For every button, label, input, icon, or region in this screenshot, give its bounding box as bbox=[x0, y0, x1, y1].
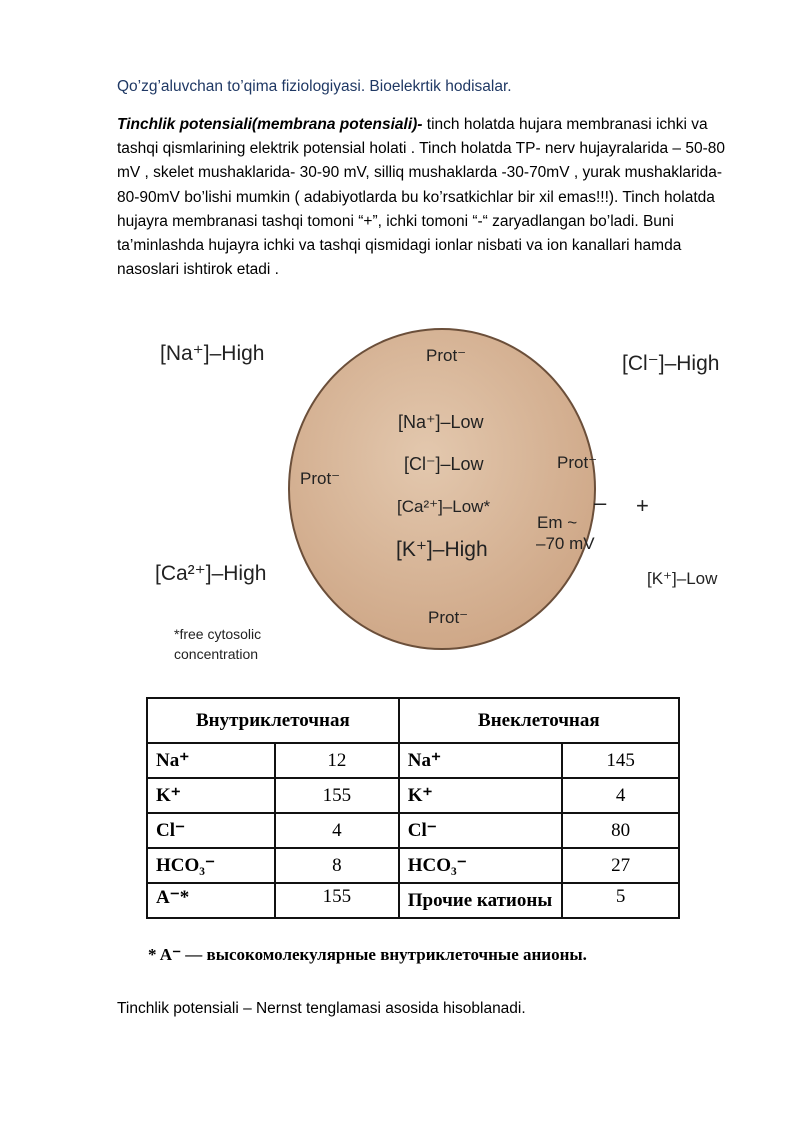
paragraph-lead: Tinchlik potensiali(membrana potensiali)- bbox=[117, 116, 423, 133]
footnote-concentration: concentration bbox=[174, 646, 259, 662]
ion-in-cell: HCO₃⁻ bbox=[147, 848, 275, 883]
value-out-cell: 27 bbox=[562, 848, 679, 883]
ion-out-cell: K⁺ bbox=[399, 778, 563, 813]
extracellular-ca-label: [Ca²⁺]–High bbox=[155, 562, 267, 585]
prot-label-bottom: Prot⁻ bbox=[428, 608, 469, 627]
table-row bbox=[147, 883, 679, 918]
prot-label-top: Prot⁻ bbox=[426, 346, 467, 365]
ion-in-cell: Cl⁻ bbox=[147, 813, 275, 848]
ion-out-cell: HCO₃⁻ bbox=[399, 848, 563, 883]
page-heading: Qo’zg’aluvchan to’qima fiziologiyasi. Bioelekrtik hodisalar. bbox=[117, 78, 512, 95]
table-row bbox=[147, 813, 679, 848]
table-row bbox=[147, 743, 679, 778]
ion-in-cell: K⁺ bbox=[147, 778, 275, 813]
prot-label-left: Prot⁻ bbox=[300, 469, 341, 488]
prot-label-right: Prot⁻ bbox=[557, 453, 598, 472]
paragraph-body: tinch holatda hujara membranasi ichki va tashqi qismlarining elektrik potensial holati . Tinch holatda TP- nerv hujayralarida – 50-80 mV , skelet mushaklarida- 30-90 mV, silliq mushaklarda -30-70mV , yurak mushaklarida-80-90mV bo’lishi mumkin ( adabiyotlarda bu ko’rsatkichlar bir xil emas!!!). Tinch holatda hujayra membranasi tashqi tomoni “+”, ichki tomoni “-“ zaryadlangan bo’ladi. Buni ta’minlashda hujayra ichki va tashqi qismidagi ionlar nisbati va ion kanallari hamda nasoslari ishtirok etadi . bbox=[117, 116, 725, 279]
minus-sign: – bbox=[594, 490, 607, 515]
value-in-cell: 155 bbox=[275, 883, 399, 918]
membrane-potential-line1: Em ~ bbox=[537, 513, 578, 532]
value-in-cell: 4 bbox=[275, 813, 399, 848]
value-out-cell: 5 bbox=[562, 883, 679, 918]
value-out-cell: 4 bbox=[562, 778, 679, 813]
membrane-potential-line2: –70 mV bbox=[536, 534, 595, 553]
value-in-cell: 12 bbox=[275, 743, 399, 778]
table-row bbox=[147, 778, 679, 813]
value-out-cell: 145 bbox=[562, 743, 679, 778]
ion-out-cell: Cl⁻ bbox=[399, 813, 563, 848]
table-footnote: * A⁻ — высокомолекулярные внутриклеточные анионы. bbox=[148, 945, 587, 964]
intracellular-cl-label: [Cl⁻]–Low bbox=[404, 454, 484, 474]
intracellular-na-label: [Na⁺]–Low bbox=[398, 412, 484, 432]
table-header-row bbox=[147, 698, 679, 743]
ion-out-cell: Na⁺ bbox=[399, 743, 563, 778]
header-extracellular: Внеклеточная bbox=[399, 698, 679, 743]
intracellular-ca-label: [Ca²⁺]–Low* bbox=[397, 497, 491, 516]
ion-in-cell: A⁻* bbox=[147, 883, 275, 918]
intracellular-k-label: [K⁺]–High bbox=[396, 538, 488, 561]
table-row bbox=[147, 848, 679, 883]
footnote-free-cytosolic: *free cytosolic bbox=[174, 626, 262, 642]
extracellular-k-label: [K⁺]–Low bbox=[647, 569, 718, 588]
cell-ion-diagram bbox=[145, 318, 745, 678]
plus-sign: + bbox=[636, 493, 649, 518]
extracellular-na-label: [Na⁺]–High bbox=[160, 342, 265, 365]
ion-in-cell: Na⁺ bbox=[147, 743, 275, 778]
ion-concentration-table bbox=[146, 697, 680, 919]
header-intracellular: Внутриклеточная bbox=[147, 698, 399, 743]
value-in-cell: 155 bbox=[275, 778, 399, 813]
ion-out-cell: Прочие катионы bbox=[399, 883, 563, 918]
resting-potential-paragraph bbox=[117, 113, 742, 282]
closing-sentence: Tinchlik potensiali – Nernst tenglamasi asosida hisoblanadi. bbox=[117, 1000, 526, 1017]
value-out-cell: 80 bbox=[562, 813, 679, 848]
extracellular-cl-label: [Cl⁻]–High bbox=[622, 352, 720, 375]
cell-membrane bbox=[289, 329, 598, 649]
value-in-cell: 8 bbox=[275, 848, 399, 883]
